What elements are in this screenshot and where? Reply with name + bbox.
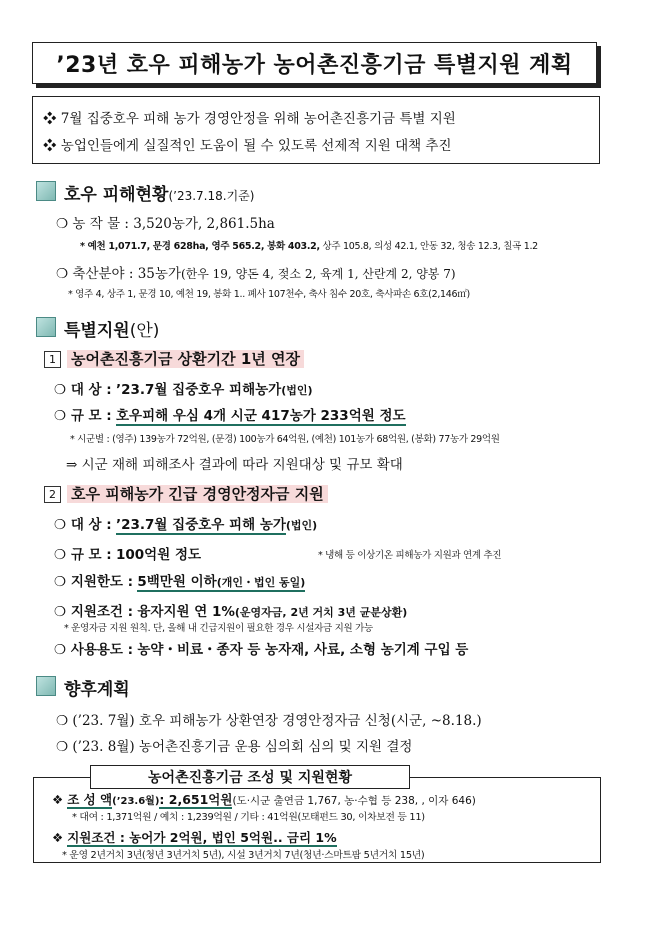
item2-use [54, 638, 468, 658]
section-square-icon [36, 181, 56, 201]
crops-note-rest: 상주 105.8, 의성 42.1, 안동 32, 청송 12.3, 칠곡 1.2 [319, 241, 538, 252]
item2-header [44, 483, 328, 504]
scale-label: 규 모 : [70, 547, 112, 563]
item2-title: 호우 피해농가 긴급 경영안정자금 지원 [67, 485, 328, 503]
fund-detail: (도·시군 출연금 1,767, 농·수협 등 238, , 이자 646) [232, 795, 476, 807]
target-label: 대 상 : [70, 517, 112, 533]
intro-line: ❖ 7월 집중호우 피해 농가 경영안정을 위해 농어촌진흥기금 특별 지원 [43, 111, 456, 127]
future-item [56, 709, 482, 729]
crops-label: 농 작 물 : [72, 216, 129, 232]
fund-line-1 [52, 790, 476, 808]
limit-amount: 5백만원 이하 [137, 574, 217, 590]
item1-expand: ⇒ 시군 재해 피해조사 결과에 따라 지원대상 및 규모 확대 [66, 457, 403, 473]
circle-bullet-icon: ❍ [54, 517, 71, 533]
fund-note-1: * 대여 : 1,371억원 / 예치 : 1,239억원 / 기타 : 41억원(모태펀드 30, 이차보전 등 11) [72, 812, 425, 823]
heading-text: 호우 피해현황 [64, 185, 169, 205]
item2-target [54, 513, 317, 533]
section-heading-special [64, 316, 159, 341]
section-heading-future: 향후계획 [64, 680, 130, 700]
fund-status-title: 농어촌진흥기금 조성 및 지원현황 [90, 765, 410, 789]
fund-note-2: * 운영 2년거치 3년(청년 3년거치 5년), 시설 3년거치 7년(청년·스마트팜 5년거치 15년) [62, 850, 425, 861]
intro-line: ❖ 농업인들에게 실질적인 도움이 될 수 있도록 선제적 지원 대책 추진 [43, 138, 452, 154]
diamond-bullet-icon: ❖ [52, 830, 68, 845]
intro-box [32, 96, 600, 164]
section-square-icon [36, 317, 56, 337]
circle-bullet-icon: ❍ [56, 713, 73, 729]
circle-bullet-icon: ❍ [54, 574, 71, 590]
heading-text: 특별지원 [64, 321, 130, 341]
limit-label: 지원한도 : [70, 574, 134, 590]
use-label: 사용용도 : [70, 642, 134, 658]
livestock-value: 35농가 [137, 266, 181, 282]
target-value: ’23.7월 집중호우 피해 농가 [116, 517, 286, 533]
future-item-text: (’23. 8월) 농어촌진흥기금 운용 심의회 심의 및 지원 결정 [72, 739, 413, 755]
item1-header [44, 348, 304, 369]
fund-label: 조 성 액 [67, 792, 113, 807]
circle-bullet-icon: ❍ [54, 408, 71, 424]
condition-suffix: (운영자금, 2년 거치 3년 균분상환) [234, 606, 408, 619]
use-value: 농약・비료・종자 등 농자재, 사료, 소형 농기계 구입 등 [137, 642, 469, 658]
scale-value: 100억원 정도 [116, 547, 202, 563]
target-suffix: (법인) [281, 384, 313, 397]
heading-suffix: (안) [129, 321, 160, 341]
circle-bullet-icon: ❍ [54, 604, 71, 620]
fund-condition: 지원조건 : 농어가 2억원, 법인 5억원.. 금리 1% [67, 830, 337, 845]
livestock-note: * 영주 4, 상주 1, 문경 10, 예천 19, 봉화 1.. 폐사 107천수, 축사 침수 20호, 축사파손 6호(2,146㎡) [68, 289, 470, 300]
item-number: 1 [44, 351, 61, 368]
limit-suffix: (개인・법인 동일) [216, 576, 306, 589]
circle-bullet-icon: ❍ [54, 382, 71, 398]
item2-condition-note: * 운영자금 지원 원칙. 단, 올해 내 긴급지원이 필요한 경우 시설자금 지원 가능 [64, 623, 373, 634]
circle-bullet-icon: ❍ [54, 642, 71, 658]
future-item [56, 735, 412, 755]
item1-scale [54, 404, 406, 424]
item2-scale-note: * 냉해 등 이상기온 피해농가 지원과 연계 추진 [318, 550, 502, 561]
item2-limit [54, 570, 305, 590]
circle-bullet-icon: ❍ [56, 266, 73, 282]
fund-value: : 2,651억원 [159, 792, 233, 807]
target-value: ’23.7월 집중호우 피해농가 [116, 382, 282, 398]
livestock-detail: (한우 19, 양돈 4, 젖소 2, 육계 1, 산란계 2, 양봉 7) [180, 267, 456, 281]
target-suffix: (법인) [285, 519, 318, 532]
page-title: ’23년 호우 피해농가 농어촌진흥기금 특별지원 계획 [32, 42, 597, 84]
condition-value: 융자지원 연 1% [137, 604, 235, 620]
fund-date: (’23.6월) [112, 796, 160, 807]
circle-bullet-icon: ❍ [54, 547, 71, 563]
circle-bullet-icon: ❍ [56, 739, 73, 755]
diamond-bullet-icon: ❖ [52, 792, 68, 807]
crops-note [80, 238, 538, 252]
scale-value: 호우피해 우심 4개 시군 417농가 233억원 정도 [116, 408, 406, 424]
target-label: 대 상 : [70, 382, 112, 398]
future-item-text: (’23. 7월) 호우 피해농가 상환연장 경영안정자금 신청(시군, ~8.18.) [72, 713, 482, 729]
item-number: 2 [44, 486, 61, 503]
limit-value [137, 574, 305, 592]
crops-line [56, 212, 275, 232]
scale-label: 규 모 : [70, 408, 112, 424]
section-square-icon [36, 676, 56, 696]
crops-value: 3,520농가, 2,861.5ha [133, 216, 275, 232]
item1-title: 농어촌진흥기금 상환기간 1년 연장 [67, 350, 304, 368]
section-heading-damage [64, 180, 254, 205]
item1-scale-note: * 시군별 : (영주) 139농가 72억원, (문경) 100농가 64억원, (예천) 101농가 68억원, (봉화) 77농가 29억원 [70, 434, 500, 445]
livestock-line [56, 262, 456, 282]
item2-condition [54, 600, 407, 620]
livestock-label: 축산분야 : [72, 266, 134, 282]
crops-note-bold: * 예천 1,071.7, 문경 628ha, 영주 565.2, 봉화 403.2, [80, 241, 320, 252]
item1-target [54, 378, 313, 398]
condition-label: 지원조건 : [70, 604, 134, 620]
circle-bullet-icon: ❍ [56, 216, 73, 232]
item2-scale [54, 543, 201, 563]
fund-line-2 [52, 828, 337, 846]
heading-date: (’23.7.18.기준) [168, 189, 255, 203]
